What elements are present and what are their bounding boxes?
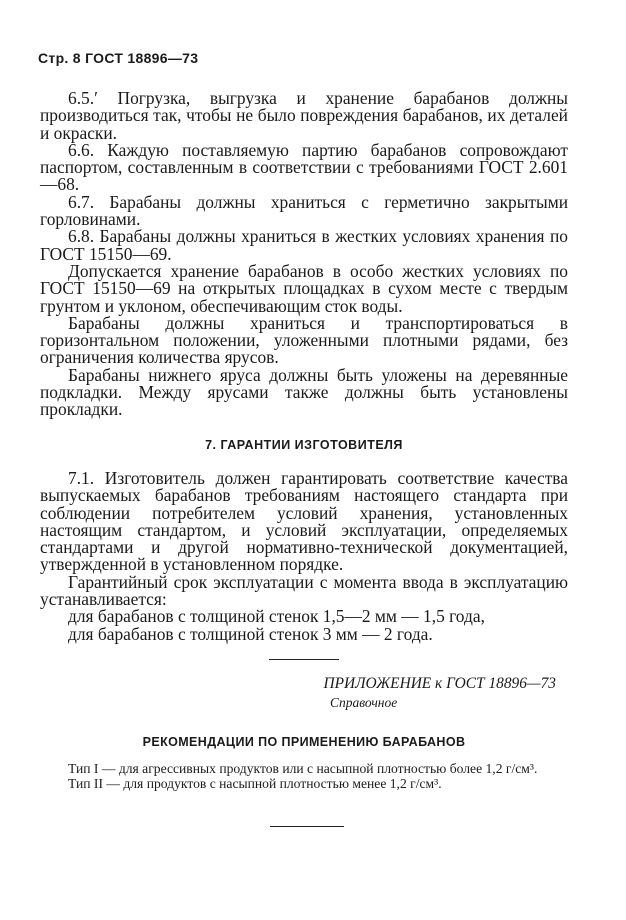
recommendations-body — [40, 761, 568, 791]
paragraph-6-8: 6.8. Барабаны должны храниться в жестких условиях хранения по ГОСТ 15150—69. — [40, 226, 568, 264]
section-divider — [269, 659, 339, 660]
recommendations-title: РЕКОМЕНДАЦИИ ПО ПРИМЕНЕНИЮ БАРАБАНОВ — [142, 734, 466, 749]
bottom-divider — [270, 826, 344, 827]
warranty-item-2: для барабанов с толщиной стенок 3 мм — 2 года. — [68, 623, 433, 644]
appendix-title: ПРИЛОЖЕНИЕ к ГОСТ 18896—73 — [323, 674, 556, 692]
recommendation-type-2: Тип II — для продуктов с насыпной плотностью менее 1,2 г/см³. — [68, 776, 442, 792]
paragraph-6-6: 6.6. Каждую поставляемую партию барабанов сопровождают паспортом, составленным в соответствии с требованиями ГОСТ 2.601—68. — [40, 139, 568, 195]
paragraph-lower-tier: Барабаны нижнего яруса должны быть уложены на деревянные подкладки. Между ярусами также должны быть установлены прокладки. — [40, 364, 568, 420]
appendix-subtitle: Справочное — [330, 694, 398, 710]
appendix-heading — [40, 674, 568, 712]
paragraph-storage-horizontal: Барабаны должны храниться и транспортироваться в горизонтальном положении, уложенными плотными рядами, без ограничения количества ярусов. — [40, 312, 568, 368]
warranty-item-1: для барабанов с толщиной стенок 1,5—2 мм — 1,5 года, — [68, 606, 485, 627]
page-header: Стр. 8 ГОСТ 18896—73 — [38, 50, 199, 66]
paragraph-6-5: 6.5.′ Погрузка, выгрузка и хранение барабанов должны производиться так, чтобы не было повреждения барабанов, их деталей и окраски. — [40, 88, 568, 143]
recommendation-type-1: Тип I — для агрессивных продуктов или с насыпной плотностью более 1,2 г/см³. — [68, 761, 538, 777]
paragraph-6-7: 6.7. Барабаны должны храниться с герметично закрытыми горловинами. — [40, 191, 568, 230]
document-body — [40, 90, 568, 791]
section-7-title: 7. ГАРАНТИИ ИЗГОТОВИТЕЛЯ — [205, 437, 403, 452]
paragraph-7-1: 7.1. Изготовитель должен гарантировать соответствие качества выпускаемых барабанов требованиям настоящего стандарта при соблюдении потребителем условий хранения, установленных настоящим стандартом, и условий эксплуатации, определяемых стандартами и другой нормативно-технической документацией, утвержденной в установленном порядке. — [40, 467, 568, 575]
paragraph-storage-open: Допускается хранение барабанов в особо жестких условиях по ГОСТ 15150—69 на открытых площадках в сухом месте с твердым грунтом и уклоном, обеспечивающим сток воды. — [40, 260, 568, 316]
paragraph-warranty-period: Гарантийный срок эксплуатации с момента ввода в эксплуатацию устанавливается: — [40, 571, 568, 610]
